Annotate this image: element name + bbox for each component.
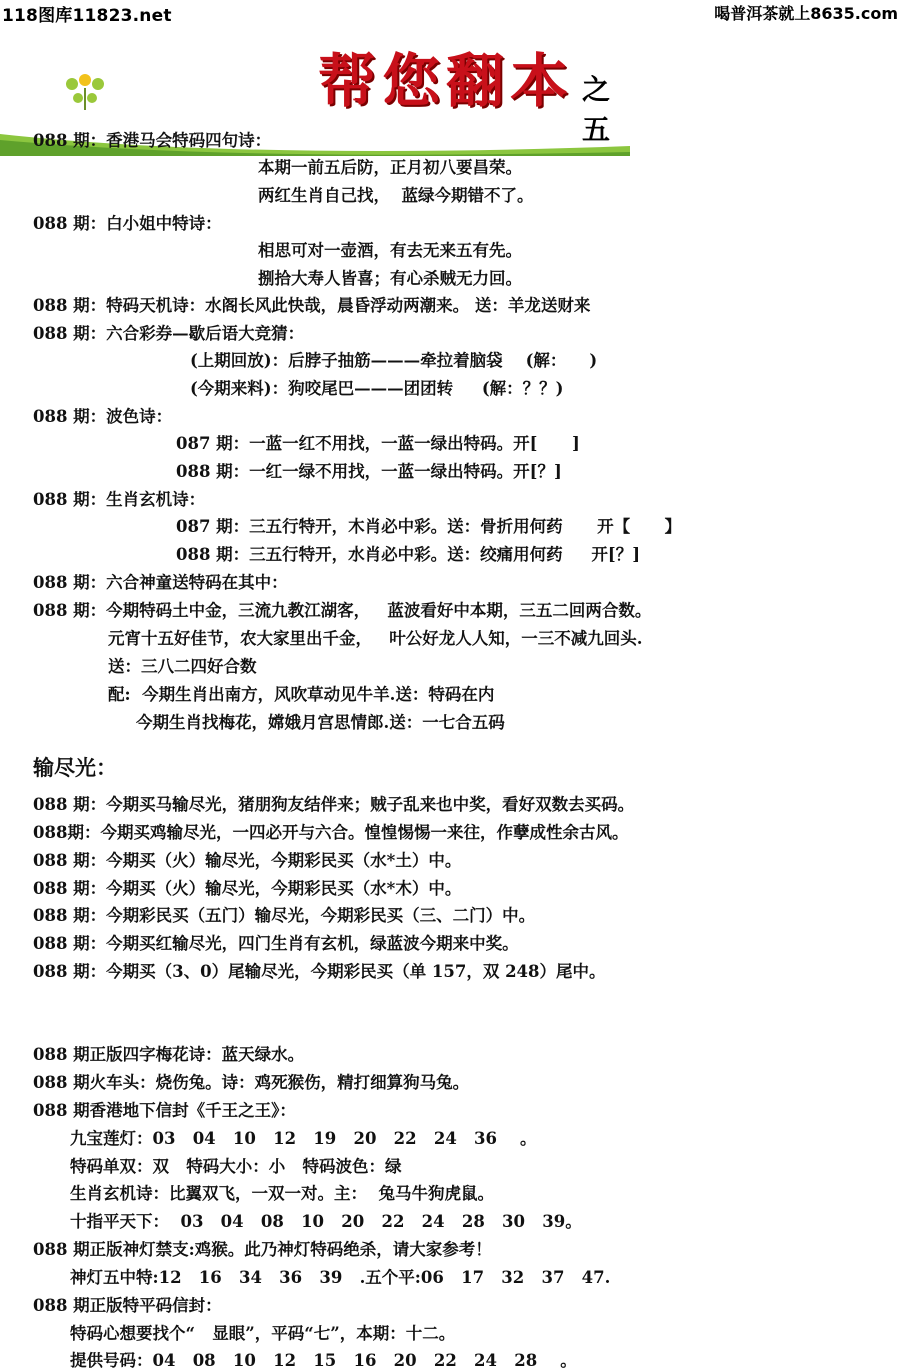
- text-line: 088 期：波色诗：: [33, 407, 173, 426]
- text-line: 元宵十五好佳节，农大家里出千金， 叶公好龙人人知，一三不减九回头.: [108, 629, 643, 648]
- text-line: 十指平天下： 03 04 08 10 20 22 24 28 30 39。: [70, 1212, 582, 1231]
- text-line: 088 期：今期买马输尽光，猪朋狗友结伴来；贼子乱来也中奖，看好双数去买码。: [33, 795, 635, 814]
- text-line: 送：三八二四好合数: [108, 657, 257, 676]
- text-line: 088 期：今期特码土中金，三流九教江湖客， 蓝波看好中本期，三五二回两合数。: [33, 601, 652, 620]
- text-line: (上期回放)：后脖子抽筋———牵拉着脑袋 (解： ): [190, 351, 598, 370]
- text-line: 088 期火车头：烧伤兔。诗：鸡死猴伤，精打细算狗马兔。: [33, 1073, 470, 1092]
- text-line: 088 期：今期彩民买（五门）输尽光，今期彩民买（三、二门）中。: [33, 906, 536, 925]
- section-title: 输尽光：: [33, 755, 117, 780]
- text-line: 088 期：三五行特开，水肖必中彩。送：绞痛用何药 开[？]: [176, 545, 641, 564]
- text-line: 087 期：三五行特开，木肖必中彩。送：骨折用何药 开【 】: [176, 517, 682, 536]
- text-line: 088 期：特码天机诗：水阁长风此快哉，晨昏浮动两潮来。 送：羊龙送财来: [33, 296, 591, 315]
- text-line: 本期一前五后防，正月初八要昌荣。: [258, 158, 522, 177]
- text-line: 神灯五中特:12 16 34 36 39 .五个平:06 17 32 37 47.: [70, 1268, 611, 1287]
- text-line: 九宝莲灯：03 04 10 12 19 20 22 24 36 。: [70, 1129, 537, 1148]
- text-line: 提供号码：04 08 10 12 15 16 20 22 24 28 。: [70, 1351, 577, 1370]
- text-line: (今期来料)：狗咬尾巴———团团转 (解：？？): [190, 379, 564, 398]
- text-line: 特码心想要找个“ 显眼”，平码“七”，本期：十二。: [70, 1324, 456, 1343]
- text-line: 今期生肖找梅花，嫦娥月宫思情郎.送：一七合五码: [136, 713, 505, 732]
- text-line: 生肖玄机诗：比翼双飞，一双一对。主： 兔马牛狗虎鼠。: [70, 1184, 494, 1203]
- text-line: 088 期：六合神童送特码在其中：: [33, 573, 288, 592]
- tree-logo-icon: [60, 68, 110, 118]
- text-line: 088 期正版四字梅花诗：蓝天绿水。: [33, 1045, 305, 1064]
- banner-title: 帮您翻本: [318, 47, 575, 115]
- text-line: 088 期：今期买红输尽光，四门生肖有玄机，绿蓝波今期来中奖。: [33, 934, 519, 953]
- site-url-right[interactable]: 喝普洱茶就上8635.com: [714, 4, 898, 23]
- text-line: 088 期：六合彩券—歇后语大竞猜：: [33, 324, 305, 343]
- text-line: 088 期：白小姐中特诗：: [33, 214, 222, 233]
- text-line: 088 期：生肖玄机诗：: [33, 490, 206, 509]
- text-line: 捌拾大寿人皆喜；有心杀贼无力回。: [258, 269, 522, 288]
- text-line: 088 期正版神灯禁支:鸡猴。此乃神灯特码绝杀，请大家参考！: [33, 1240, 492, 1259]
- site-url-left[interactable]: 118图库11823.net: [2, 6, 172, 26]
- text-line: 相思可对一壶酒，有去无来五有先。: [258, 241, 522, 260]
- text-line: 两红生肖自己找， 蓝绿今期错不了。: [258, 186, 534, 205]
- text-line: 088 期正版特平码信封：: [33, 1296, 222, 1315]
- text-line: 087 期：一蓝一红不用找，一蓝一绿出特码。开[ ]: [176, 434, 580, 453]
- text-line: 特码单双：双 特码大小：小 特码波色：绿: [70, 1157, 402, 1176]
- text-line: 088期：今期买鸡输尽光，一四必开与六合。惶惶惕惕一来往，作孽成性余古风。: [33, 823, 629, 842]
- text-line: 088 期：今期买（火）输尽光，今期彩民买（水*木）中。: [33, 879, 462, 898]
- text-line: 088 期香港地下信封《千王之王》：: [33, 1101, 296, 1120]
- text-line: 088 期：香港马会特码四句诗：: [33, 131, 272, 150]
- text-line: 088 期：今期买（火）输尽光，今期彩民买（水*土）中。: [33, 851, 462, 870]
- text-line: 配: 今期生肖出南方，风吹草动见牛羊.送：特码在内: [108, 685, 495, 704]
- banner-suffix: 之五: [582, 73, 611, 146]
- text-line: 088 期：一红一绿不用找，一蓝一绿出特码。开[？]: [176, 462, 562, 481]
- text-line: 088 期：今期买（3、0）尾输尽光，今期彩民买（单 157，双 248）尾中。: [33, 962, 606, 981]
